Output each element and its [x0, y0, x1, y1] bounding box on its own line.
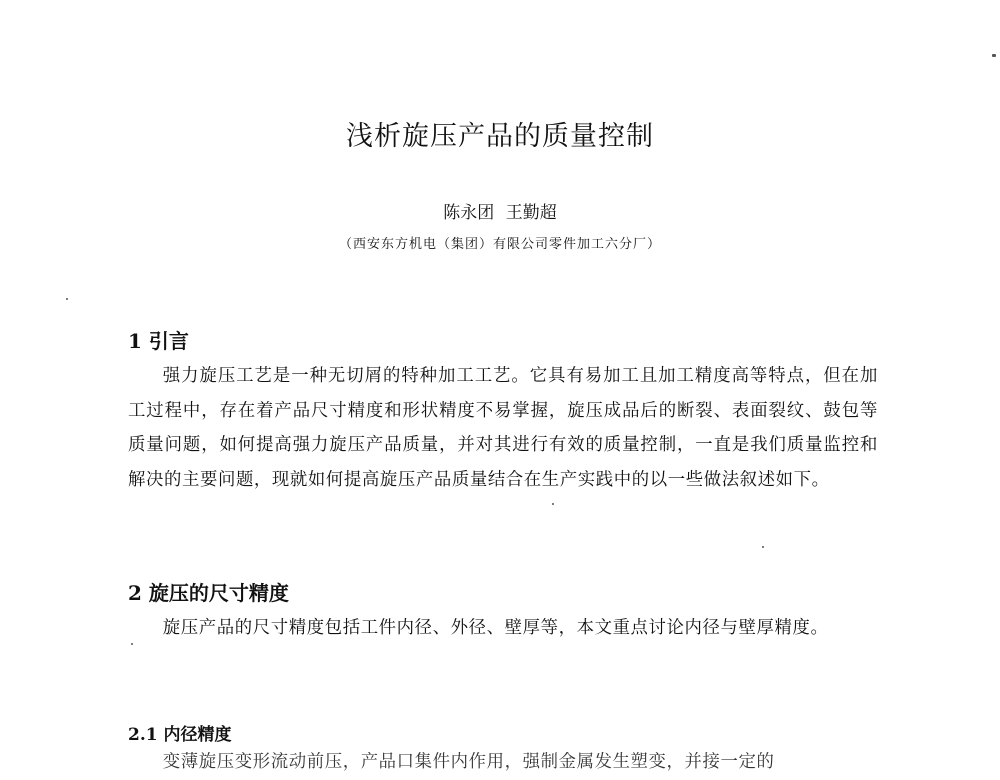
- paper-title: 浅析旋压产品的质量控制: [346, 121, 654, 152]
- subsection-heading-inner-diameter: 2.1 内径精度: [128, 725, 232, 745]
- section-paragraph-dimensional-accuracy: 旋压产品的尺寸精度包括工件内径、外径、壁厚等，本文重点讨论内径与壁厚精度。: [162, 618, 829, 638]
- scan-speck: [66, 298, 68, 300]
- scan-speck: [131, 643, 133, 645]
- paper-affiliation: （西安东方机电（集团）有限公司零件加工六分厂）: [338, 237, 661, 252]
- paper-authors: 陈永团 王勤超: [443, 203, 557, 223]
- section-paragraph-introduction: 强力旋压工艺是一种无切屑的特种加工工艺。它具有易加工且加工精度高等特点，但在加工过程中，存在着产品尺寸精度和形状精度不易掌握，旋压成品后的断裂、表面裂纹、鼓包等质量问题，如何提高强力旋压产品质量，并对其进行有效的质量控制，一直是我们质量监控和解决的主要问题，现就如何提高旋压产品质量结合在生产实践中的以一些做法叙述如下。: [128, 366, 878, 490]
- section-heading-dimensional-accuracy: 2 旋压的尺寸精度: [128, 581, 289, 605]
- subsection-paragraph-inner-diameter: 变薄旋压变形流动前压，产品口集件内作用，强制金属发生塑变，并接一定的: [162, 752, 775, 772]
- scan-speck: [762, 546, 764, 548]
- scan-speck: [552, 503, 554, 505]
- section-heading-introduction: 1 引言: [128, 329, 189, 353]
- scan-speck: [992, 54, 996, 57]
